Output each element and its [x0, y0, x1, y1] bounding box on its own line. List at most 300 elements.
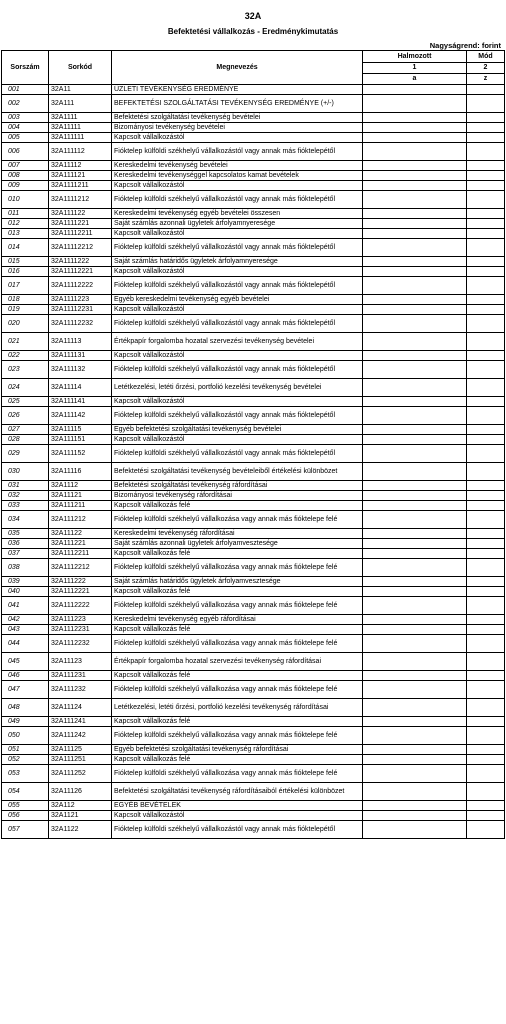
value-cell-halmozott [363, 549, 467, 559]
row-code: 32A1111211 [49, 181, 112, 191]
table-row [2, 501, 505, 511]
value-cell-halmozott [363, 143, 467, 161]
value-cell-halmozott [363, 361, 467, 379]
unit-label: Nagyságrend: forint [429, 41, 501, 50]
row-code: 32A11112 [49, 161, 112, 171]
value-cell-mod [467, 209, 505, 219]
row-name: Fióktelep külföldi székhelyű vállalkozástól vagy annak más fióktelepétől [112, 315, 363, 333]
row-name: Kapcsolt vállalkozás felé [112, 671, 363, 681]
row-code: 32A111132 [49, 361, 112, 379]
row-code: 32A111251 [49, 755, 112, 765]
row-number: 038 [2, 559, 49, 577]
value-cell-mod [467, 435, 505, 445]
row-code: 32A111131 [49, 351, 112, 361]
row-name: Egyéb befektetési szolgáltatási tevékenység ráfordításai [112, 745, 363, 755]
row-code: 32A111221 [49, 539, 112, 549]
row-number: 010 [2, 191, 49, 209]
value-cell-halmozott [363, 681, 467, 699]
table-row [2, 587, 505, 597]
row-number: 027 [2, 425, 49, 435]
value-cell-halmozott [363, 559, 467, 577]
row-name: Kapcsolt vállalkozás felé [112, 755, 363, 765]
row-name: Értékpapír forgalomba hozatal szervezési tevékenység bevételei [112, 333, 363, 351]
row-number: 046 [2, 671, 49, 681]
row-number: 036 [2, 539, 49, 549]
row-name: Fióktelep külföldi székhelyű vállalkozása vagy annak más fióktelepe felé [112, 635, 363, 653]
row-code: 32A1111221 [49, 219, 112, 229]
row-number: 052 [2, 755, 49, 765]
row-number: 005 [2, 133, 49, 143]
value-cell-mod [467, 577, 505, 587]
value-cell-mod [467, 597, 505, 615]
value-cell-halmozott [363, 821, 467, 839]
value-cell-mod [467, 191, 505, 209]
table-row [2, 95, 505, 113]
row-number: 018 [2, 295, 49, 305]
value-cell-mod [467, 821, 505, 839]
table-row [2, 181, 505, 191]
value-cell-halmozott [363, 133, 467, 143]
value-cell-halmozott [363, 351, 467, 361]
value-cell-mod [467, 699, 505, 717]
row-number: 019 [2, 305, 49, 315]
table-row [2, 783, 505, 801]
table-row [2, 239, 505, 257]
row-name: Fióktelep külföldi székhelyű vállalkozástól vagy annak más fióktelepétől [112, 361, 363, 379]
row-number: 017 [2, 277, 49, 295]
row-name: Befektetési szolgáltatási tevékenység ráfordításaiból értékelési különbözet [112, 783, 363, 801]
row-number: 050 [2, 727, 49, 745]
table-row [2, 133, 505, 143]
row-name: Kereskedelmi tevékenység ráfordításai [112, 529, 363, 539]
value-cell-halmozott [363, 191, 467, 209]
row-number: 024 [2, 379, 49, 397]
value-cell-mod [467, 143, 505, 161]
row-name: Fióktelep külföldi székhelyű vállalkozása vagy annak más fióktelepe felé [112, 511, 363, 529]
row-code: 32A111211 [49, 501, 112, 511]
table-row [2, 333, 505, 351]
row-code: 32A111 [49, 95, 112, 113]
value-cell-mod [467, 181, 505, 191]
row-code: 32A11 [49, 85, 112, 95]
table-row [2, 397, 505, 407]
row-number: 014 [2, 239, 49, 257]
value-cell-halmozott [363, 113, 467, 123]
row-number: 013 [2, 229, 49, 239]
value-cell-halmozott [363, 511, 467, 529]
row-name: Fióktelep külföldi székhelyű vállalkozástól vagy annak más fióktelepétől [112, 239, 363, 257]
value-cell-mod [467, 425, 505, 435]
table-row [2, 717, 505, 727]
row-number: 008 [2, 171, 49, 181]
table-row [2, 765, 505, 783]
row-name: Fióktelep külföldi székhelyű vállalkozása vagy annak más fióktelepe felé [112, 765, 363, 783]
row-number: 049 [2, 717, 49, 727]
row-code: 32A11112231 [49, 305, 112, 315]
col-letter-halmozott: a [363, 74, 467, 85]
col-number-halmozott: 1 [363, 63, 467, 74]
value-cell-halmozott [363, 783, 467, 801]
form-subtitle: Befektetési vállalkozás - Eredménykimutatás [167, 27, 339, 36]
row-number: 001 [2, 85, 49, 95]
table-row [2, 351, 505, 361]
row-code: 32A111222 [49, 577, 112, 587]
value-cell-mod [467, 407, 505, 425]
value-cell-halmozott [363, 625, 467, 635]
table-row [2, 113, 505, 123]
row-number: 033 [2, 501, 49, 511]
table-row [2, 577, 505, 587]
row-number: 045 [2, 653, 49, 671]
value-cell-mod [467, 171, 505, 181]
value-cell-mod [467, 445, 505, 463]
row-name: Kereskedelmi tevékenységgel kapcsolatos kamat bevételek [112, 171, 363, 181]
row-name: Fióktelep külföldi székhelyű vállalkozástól vagy annak más fióktelepétől [112, 821, 363, 839]
row-code: 32A11116 [49, 463, 112, 481]
value-cell-halmozott [363, 801, 467, 811]
table-row [2, 699, 505, 717]
row-code: 32A11121 [49, 491, 112, 501]
value-cell-halmozott [363, 379, 467, 397]
row-name: Fióktelep külföldi székhelyű vállalkozástól vagy annak más fióktelepétől [112, 445, 363, 463]
row-number: 028 [2, 435, 49, 445]
value-cell-halmozott [363, 161, 467, 171]
row-code: 32A11112221 [49, 267, 112, 277]
row-code: 32A1112 [49, 481, 112, 491]
row-number: 023 [2, 361, 49, 379]
value-cell-mod [467, 133, 505, 143]
value-cell-halmozott [363, 445, 467, 463]
table-row [2, 811, 505, 821]
table-row [2, 277, 505, 295]
row-number: 047 [2, 681, 49, 699]
row-name: Bizományosi tevékenység ráfordításai [112, 491, 363, 501]
value-cell-halmozott [363, 765, 467, 783]
row-code: 32A11114 [49, 379, 112, 397]
row-code: 32A111121 [49, 171, 112, 181]
row-name: Kapcsolt vállalkozástól [112, 351, 363, 361]
row-code: 32A1112232 [49, 635, 112, 653]
value-cell-halmozott [363, 811, 467, 821]
row-name: Kapcsolt vállalkozás felé [112, 501, 363, 511]
value-cell-mod [467, 717, 505, 727]
table-row [2, 681, 505, 699]
table-row [2, 219, 505, 229]
value-cell-halmozott [363, 671, 467, 681]
row-number: 057 [2, 821, 49, 839]
row-name: Egyéb befektetési szolgáltatási tevékenység bevételei [112, 425, 363, 435]
table-row [2, 407, 505, 425]
row-code: 32A11112222 [49, 277, 112, 295]
table-row [2, 821, 505, 839]
value-cell-halmozott [363, 397, 467, 407]
value-cell-mod [467, 305, 505, 315]
row-code: 32A1111222 [49, 257, 112, 267]
row-code: 32A11123 [49, 653, 112, 671]
value-cell-mod [467, 379, 505, 397]
row-number: 025 [2, 397, 49, 407]
row-name: Saját számlás határidős ügyletek árfolyamnyeresége [112, 257, 363, 267]
row-number: 034 [2, 511, 49, 529]
row-code: 32A112 [49, 801, 112, 811]
row-code: 32A111231 [49, 671, 112, 681]
row-code: 32A111142 [49, 407, 112, 425]
row-number: 031 [2, 481, 49, 491]
row-number: 055 [2, 801, 49, 811]
row-name: Kapcsolt vállalkozás felé [112, 717, 363, 727]
row-number: 016 [2, 267, 49, 277]
value-cell-halmozott [363, 463, 467, 481]
row-code: 32A111122 [49, 209, 112, 219]
table-row [2, 379, 505, 397]
value-cell-halmozott [363, 239, 467, 257]
value-cell-mod [467, 529, 505, 539]
value-cell-halmozott [363, 219, 467, 229]
row-code: 32A111212 [49, 511, 112, 529]
value-cell-mod [467, 745, 505, 755]
table-row [2, 463, 505, 481]
row-code: 32A11111 [49, 123, 112, 133]
value-cell-halmozott [363, 295, 467, 305]
value-cell-mod [467, 397, 505, 407]
value-cell-halmozott [363, 267, 467, 277]
table-row [2, 597, 505, 615]
row-name: Fióktelep külföldi székhelyű vállalkozástól vagy annak más fióktelepétől [112, 277, 363, 295]
value-cell-mod [467, 295, 505, 305]
value-cell-mod [467, 229, 505, 239]
row-number: 030 [2, 463, 49, 481]
row-code: 32A11113 [49, 333, 112, 351]
row-number: 051 [2, 745, 49, 755]
row-code: 32A11112211 [49, 229, 112, 239]
table-row [2, 615, 505, 625]
table-row [2, 295, 505, 305]
row-number: 029 [2, 445, 49, 463]
value-cell-mod [467, 559, 505, 577]
row-code: 32A11126 [49, 783, 112, 801]
value-cell-halmozott [363, 587, 467, 597]
row-name: Saját számlás azonnali ügyletek árfolyamvesztesége [112, 539, 363, 549]
value-cell-mod [467, 351, 505, 361]
row-name: Fióktelep külföldi székhelyű vállalkozása vagy annak más fióktelepe felé [112, 681, 363, 699]
form-code-title: 32A [244, 11, 262, 21]
table-row [2, 445, 505, 463]
value-cell-mod [467, 615, 505, 625]
value-cell-halmozott [363, 481, 467, 491]
row-number: 032 [2, 491, 49, 501]
table-row [2, 801, 505, 811]
row-name: Kereskedelmi tevékenység egyéb bevételei összesen [112, 209, 363, 219]
row-number: 022 [2, 351, 49, 361]
row-name: Kapcsolt vállalkozástól [112, 305, 363, 315]
value-cell-mod [467, 511, 505, 529]
table-row [2, 511, 505, 529]
row-code: 32A11124 [49, 699, 112, 717]
row-name: Fióktelep külföldi székhelyű vállalkozása vagy annak más fióktelepe felé [112, 597, 363, 615]
value-cell-halmozott [363, 755, 467, 765]
row-code: 32A111242 [49, 727, 112, 745]
value-cell-mod [467, 95, 505, 113]
table-row [2, 361, 505, 379]
row-name: Kapcsolt vállalkozástól [112, 435, 363, 445]
value-cell-mod [467, 625, 505, 635]
value-cell-mod [467, 257, 505, 267]
value-cell-halmozott [363, 209, 467, 219]
table-row [2, 559, 505, 577]
value-cell-halmozott [363, 615, 467, 625]
col-header-sorkod: Sorkód [49, 51, 112, 85]
value-cell-halmozott [363, 577, 467, 587]
row-code: 32A1112212 [49, 559, 112, 577]
row-name: Kereskedelmi tevékenység bevételei [112, 161, 363, 171]
value-cell-mod [467, 681, 505, 699]
value-cell-mod [467, 549, 505, 559]
value-cell-halmozott [363, 425, 467, 435]
row-code: 32A1112221 [49, 587, 112, 597]
row-number: 053 [2, 765, 49, 783]
table-row [2, 143, 505, 161]
value-cell-mod [467, 765, 505, 783]
row-number: 056 [2, 811, 49, 821]
table-row [2, 671, 505, 681]
row-number: 011 [2, 209, 49, 219]
table-row [2, 481, 505, 491]
value-cell-mod [467, 491, 505, 501]
row-name: Fióktelep külföldi székhelyű vállalkozástól vagy annak más fióktelepétől [112, 407, 363, 425]
value-cell-halmozott [363, 95, 467, 113]
table-row [2, 635, 505, 653]
row-code: 32A111152 [49, 445, 112, 463]
value-cell-mod [467, 161, 505, 171]
row-number: 009 [2, 181, 49, 191]
row-code: 32A11115 [49, 425, 112, 435]
value-cell-mod [467, 463, 505, 481]
row-name: Saját számlás azonnali ügyletek árfolyamnyeresége [112, 219, 363, 229]
row-name: Kapcsolt vállalkozástól [112, 267, 363, 277]
row-name: ÜZLETI TEVÉKENYSÉG EREDMÉNYE [112, 85, 363, 95]
row-code: 32A1112222 [49, 597, 112, 615]
table-row [2, 653, 505, 671]
row-code: 32A1112211 [49, 549, 112, 559]
row-number: 015 [2, 257, 49, 267]
value-cell-halmozott [363, 501, 467, 511]
value-cell-halmozott [363, 435, 467, 445]
table-row [2, 209, 505, 219]
col-header-sorszam: Sorszám [2, 51, 49, 85]
table-row [2, 191, 505, 209]
value-cell-mod [467, 239, 505, 257]
value-cell-mod [467, 277, 505, 295]
table-row [2, 171, 505, 181]
row-number: 020 [2, 315, 49, 333]
row-name: Kapcsolt vállalkozás felé [112, 587, 363, 597]
value-cell-mod [467, 539, 505, 549]
value-cell-halmozott [363, 653, 467, 671]
value-cell-mod [467, 635, 505, 653]
row-number: 043 [2, 625, 49, 635]
value-cell-mod [467, 219, 505, 229]
row-code: 32A11112212 [49, 239, 112, 257]
value-cell-mod [467, 755, 505, 765]
row-number: 021 [2, 333, 49, 351]
row-name: Letétkezelési, letéti őrzési, portfolió kezelési tevékenység bevételei [112, 379, 363, 397]
col-header-megnevezes: Megnevezés [112, 51, 363, 85]
value-cell-mod [467, 315, 505, 333]
row-number: 006 [2, 143, 49, 161]
row-name: EGYÉB BEVÉTELEK [112, 801, 363, 811]
value-cell-mod [467, 811, 505, 821]
table-row [2, 491, 505, 501]
value-cell-halmozott [363, 305, 467, 315]
income-statement-table [1, 50, 505, 839]
table-row [2, 257, 505, 267]
row-code: 32A1112231 [49, 625, 112, 635]
value-cell-mod [467, 783, 505, 801]
table-row [2, 267, 505, 277]
row-code: 32A111112 [49, 143, 112, 161]
row-code: 32A1111223 [49, 295, 112, 305]
row-name: Bizományosi tevékenység bevételei [112, 123, 363, 133]
row-name: Fióktelep külföldi székhelyű vállalkozástól vagy annak más fióktelepétől [112, 191, 363, 209]
value-cell-mod [467, 361, 505, 379]
value-cell-mod [467, 481, 505, 491]
col-header-mod: Mód [467, 51, 505, 63]
table-row [2, 305, 505, 315]
row-code: 32A111223 [49, 615, 112, 625]
row-code: 32A1111212 [49, 191, 112, 209]
row-name: Kereskedelmi tevékenység egyéb ráfordításai [112, 615, 363, 625]
value-cell-halmozott [363, 539, 467, 549]
table-row [2, 85, 505, 95]
row-name: Befektetési szolgáltatási tevékenység bevételei [112, 113, 363, 123]
value-cell-mod [467, 501, 505, 511]
value-cell-halmozott [363, 85, 467, 95]
value-cell-halmozott [363, 529, 467, 539]
row-code: 32A11122 [49, 529, 112, 539]
table-row [2, 625, 505, 635]
row-name: Egyéb kereskedelmi tevékenység egyéb bevételei [112, 295, 363, 305]
row-name: Letétkezelési, letéti őrzési, portfolió kezelési tevékenység ráfordításai [112, 699, 363, 717]
value-cell-halmozott [363, 597, 467, 615]
row-code: 32A11112232 [49, 315, 112, 333]
row-name: Kapcsolt vállalkozástól [112, 181, 363, 191]
table-row [2, 549, 505, 559]
row-number: 002 [2, 95, 49, 113]
value-cell-halmozott [363, 717, 467, 727]
row-name: BEFEKTETÉSI SZOLGÁLTATÁSI TEVÉKENYSÉG EREDMÉNYE (+/-) [112, 95, 363, 113]
value-cell-mod [467, 333, 505, 351]
value-cell-mod [467, 801, 505, 811]
value-cell-mod [467, 587, 505, 597]
row-code: 32A111151 [49, 435, 112, 445]
table-row [2, 745, 505, 755]
table-row [2, 229, 505, 239]
col-number-mod: 2 [467, 63, 505, 74]
value-cell-mod [467, 267, 505, 277]
row-name: Kapcsolt vállalkozástól [112, 133, 363, 143]
row-name: Fióktelep külföldi székhelyű vállalkozása vagy annak más fióktelepe felé [112, 727, 363, 745]
row-code: 32A1122 [49, 821, 112, 839]
value-cell-mod [467, 123, 505, 133]
value-cell-mod [467, 653, 505, 671]
value-cell-halmozott [363, 635, 467, 653]
row-code: 32A111141 [49, 397, 112, 407]
value-cell-halmozott [363, 277, 467, 295]
row-number: 041 [2, 597, 49, 615]
table-row [2, 315, 505, 333]
col-letter-mod: z [467, 74, 505, 85]
value-cell-mod [467, 727, 505, 745]
